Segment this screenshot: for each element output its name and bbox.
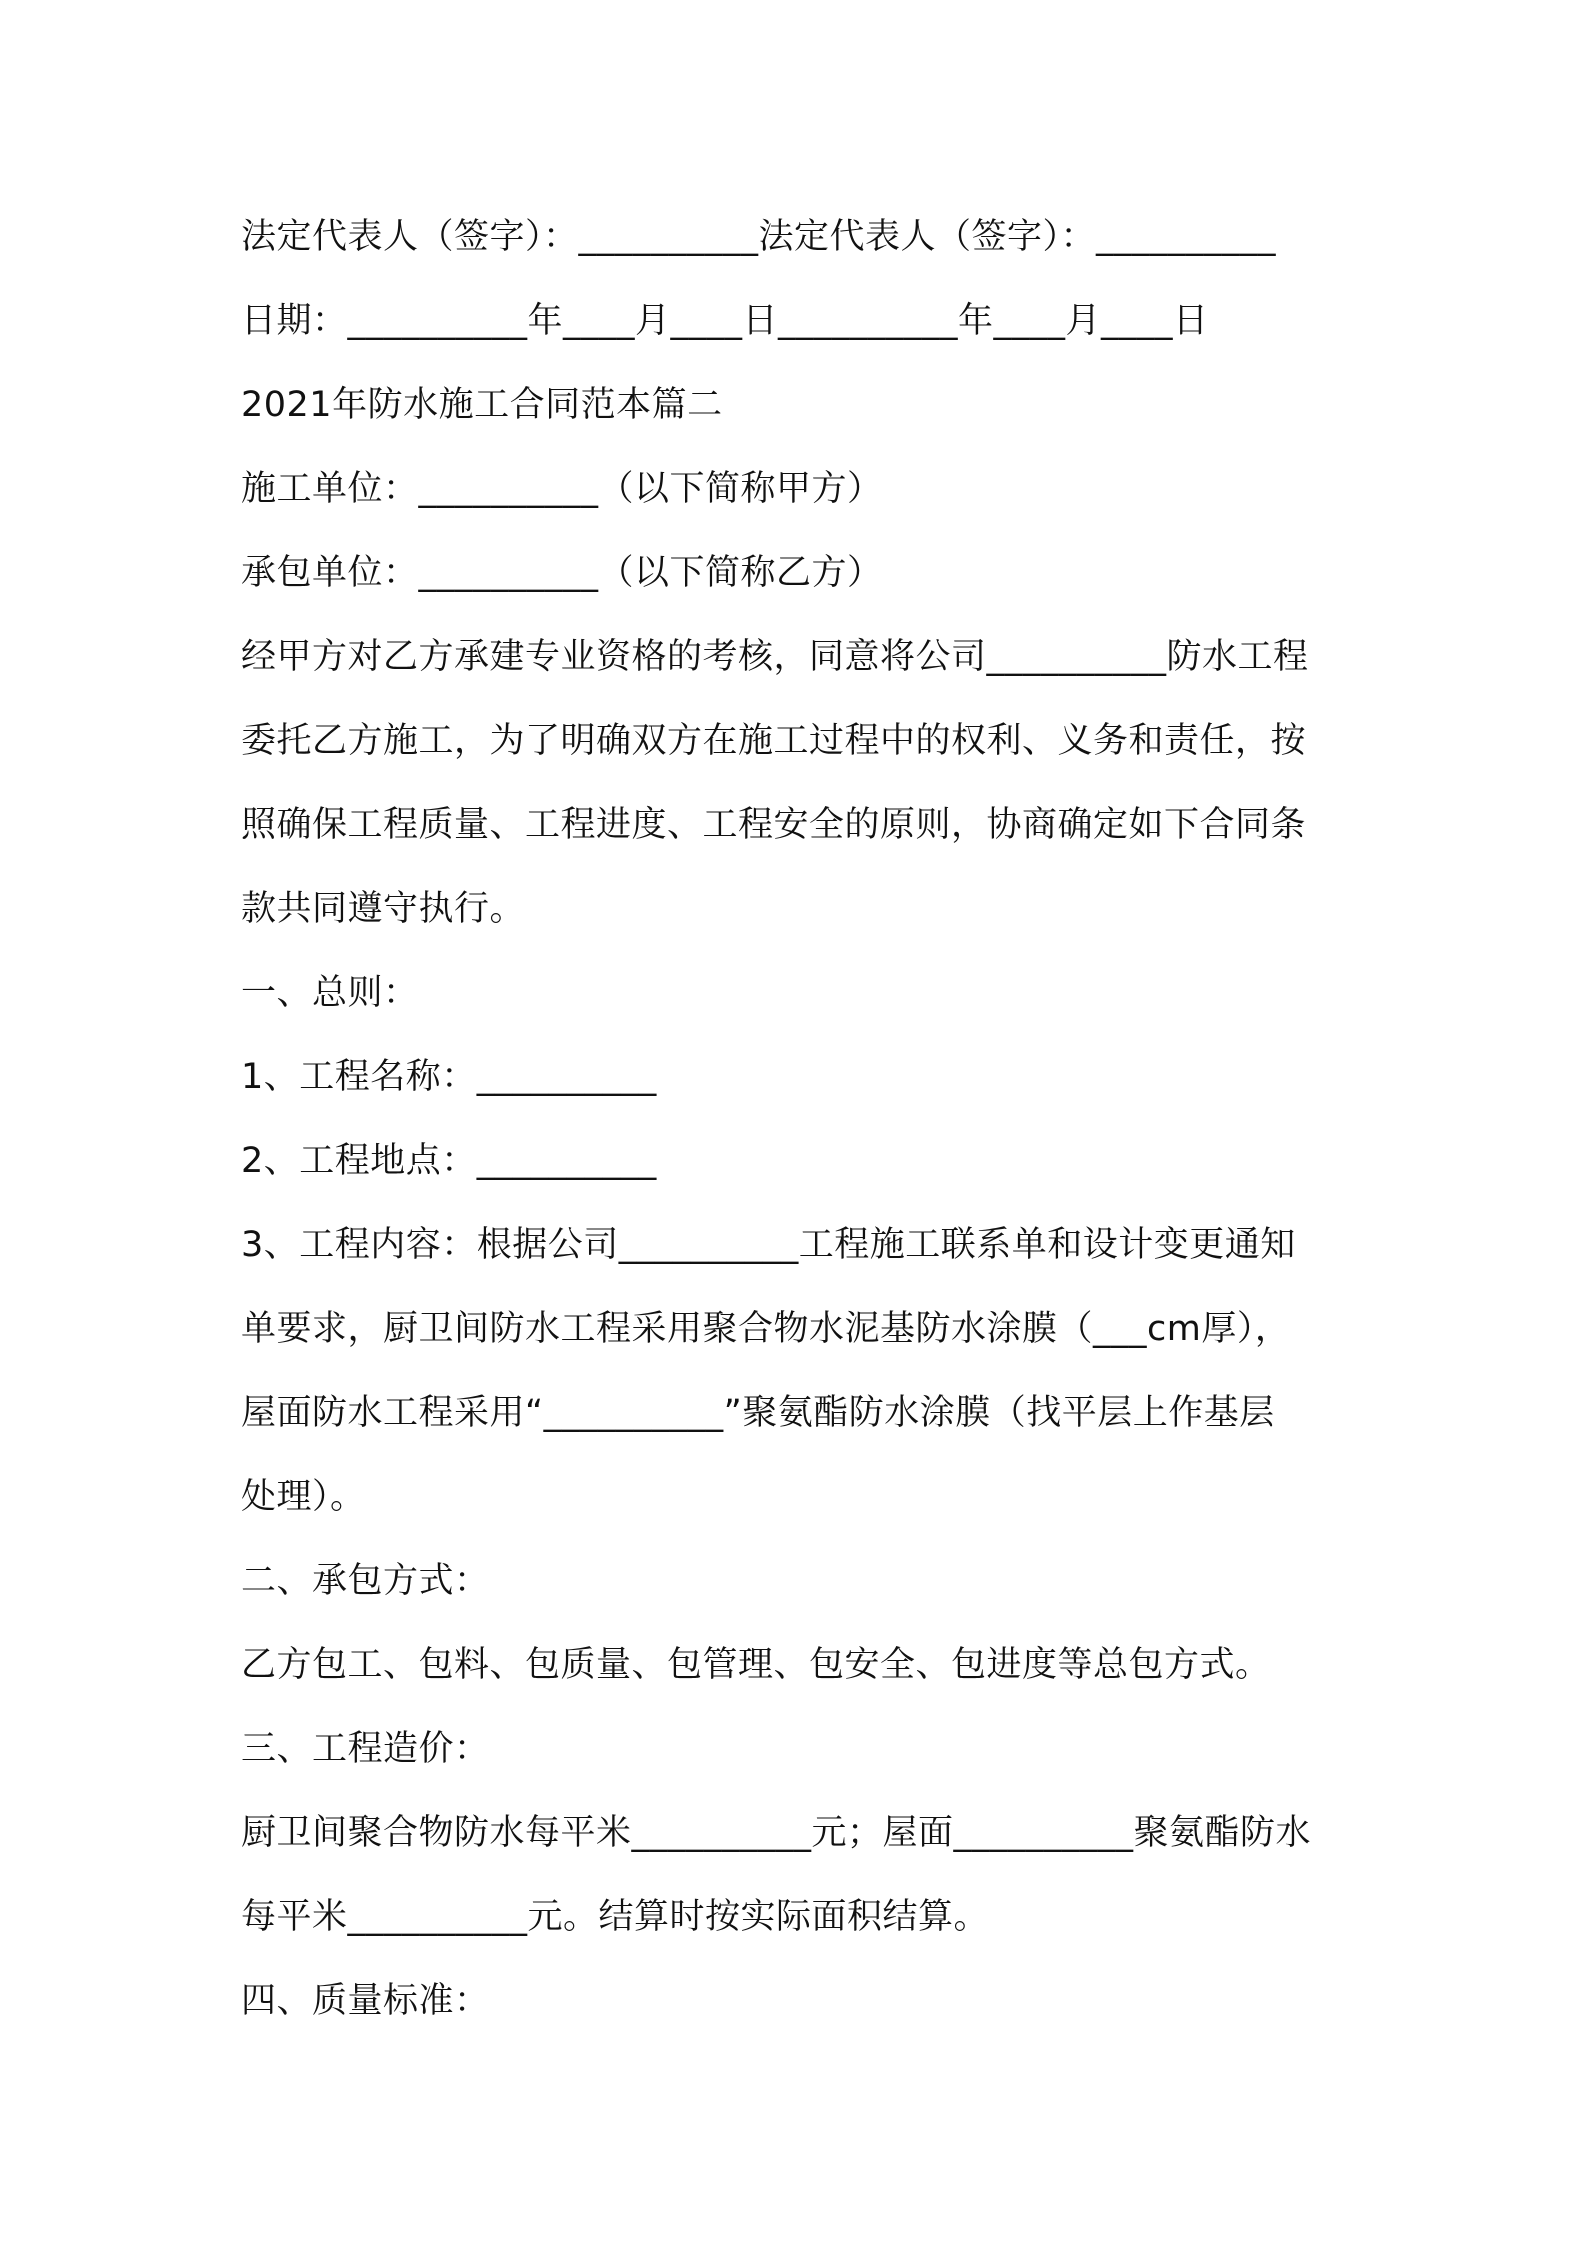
- contract-method-text: 乙方包工、包料、包质量、包管理、包安全、包进度等总包方式。: [241, 1645, 1271, 1685]
- project-cost-line: 每平米__________元。结算时按实际面积结算。: [241, 1897, 990, 1937]
- project-location-line: 2、工程地点：__________: [241, 1141, 657, 1181]
- intro-paragraph-line: 款共同遵守执行。: [241, 889, 526, 929]
- date-line: 日期：__________年____月____日__________年____月____日: [241, 301, 1209, 341]
- document-body: [241, 195, 1361, 2043]
- intro-paragraph-line: 委托乙方施工，为了明确双方在施工过程中的权利、义务和责任，按: [241, 721, 1307, 761]
- heading-quality-standard: 四、质量标准：: [241, 1981, 490, 2021]
- intro-paragraph-line: 照确保工程质量、工程进度、工程安全的原则，协商确定如下合同条: [241, 805, 1307, 845]
- intro-paragraph-line: 经甲方对乙方承建专业资格的考核，同意将公司__________防水工程: [241, 637, 1309, 677]
- party-b-line: 承包单位：__________（以下简称乙方）: [241, 553, 883, 593]
- section-title: 2021年防水施工合同范本篇二: [241, 385, 723, 425]
- heading-general: 一、总则：: [241, 973, 419, 1013]
- project-cost-line: 厨卫间聚合物防水每平米__________元；屋面__________聚氨酯防水: [241, 1813, 1312, 1853]
- heading-contract-method: 二、承包方式：: [241, 1561, 490, 1601]
- project-content-line: 屋面防水工程采用“__________”聚氨酯防水涂膜（找平层上作基层: [241, 1393, 1275, 1433]
- signature-line: 法定代表人（签字）：__________法定代表人（签字）：__________: [241, 217, 1277, 257]
- party-a-line: 施工单位：__________（以下简称甲方）: [241, 469, 883, 509]
- project-content-line: 单要求，厨卫间防水工程采用聚合物水泥基防水涂膜（___cm厚），: [241, 1309, 1291, 1349]
- project-content-line: 3、工程内容：根据公司__________工程施工联系单和设计变更通知: [241, 1225, 1296, 1265]
- heading-project-cost: 三、工程造价：: [241, 1729, 490, 1769]
- project-content-line: 处理）。: [241, 1477, 366, 1517]
- project-name-line: 1、工程名称：__________: [241, 1057, 657, 1097]
